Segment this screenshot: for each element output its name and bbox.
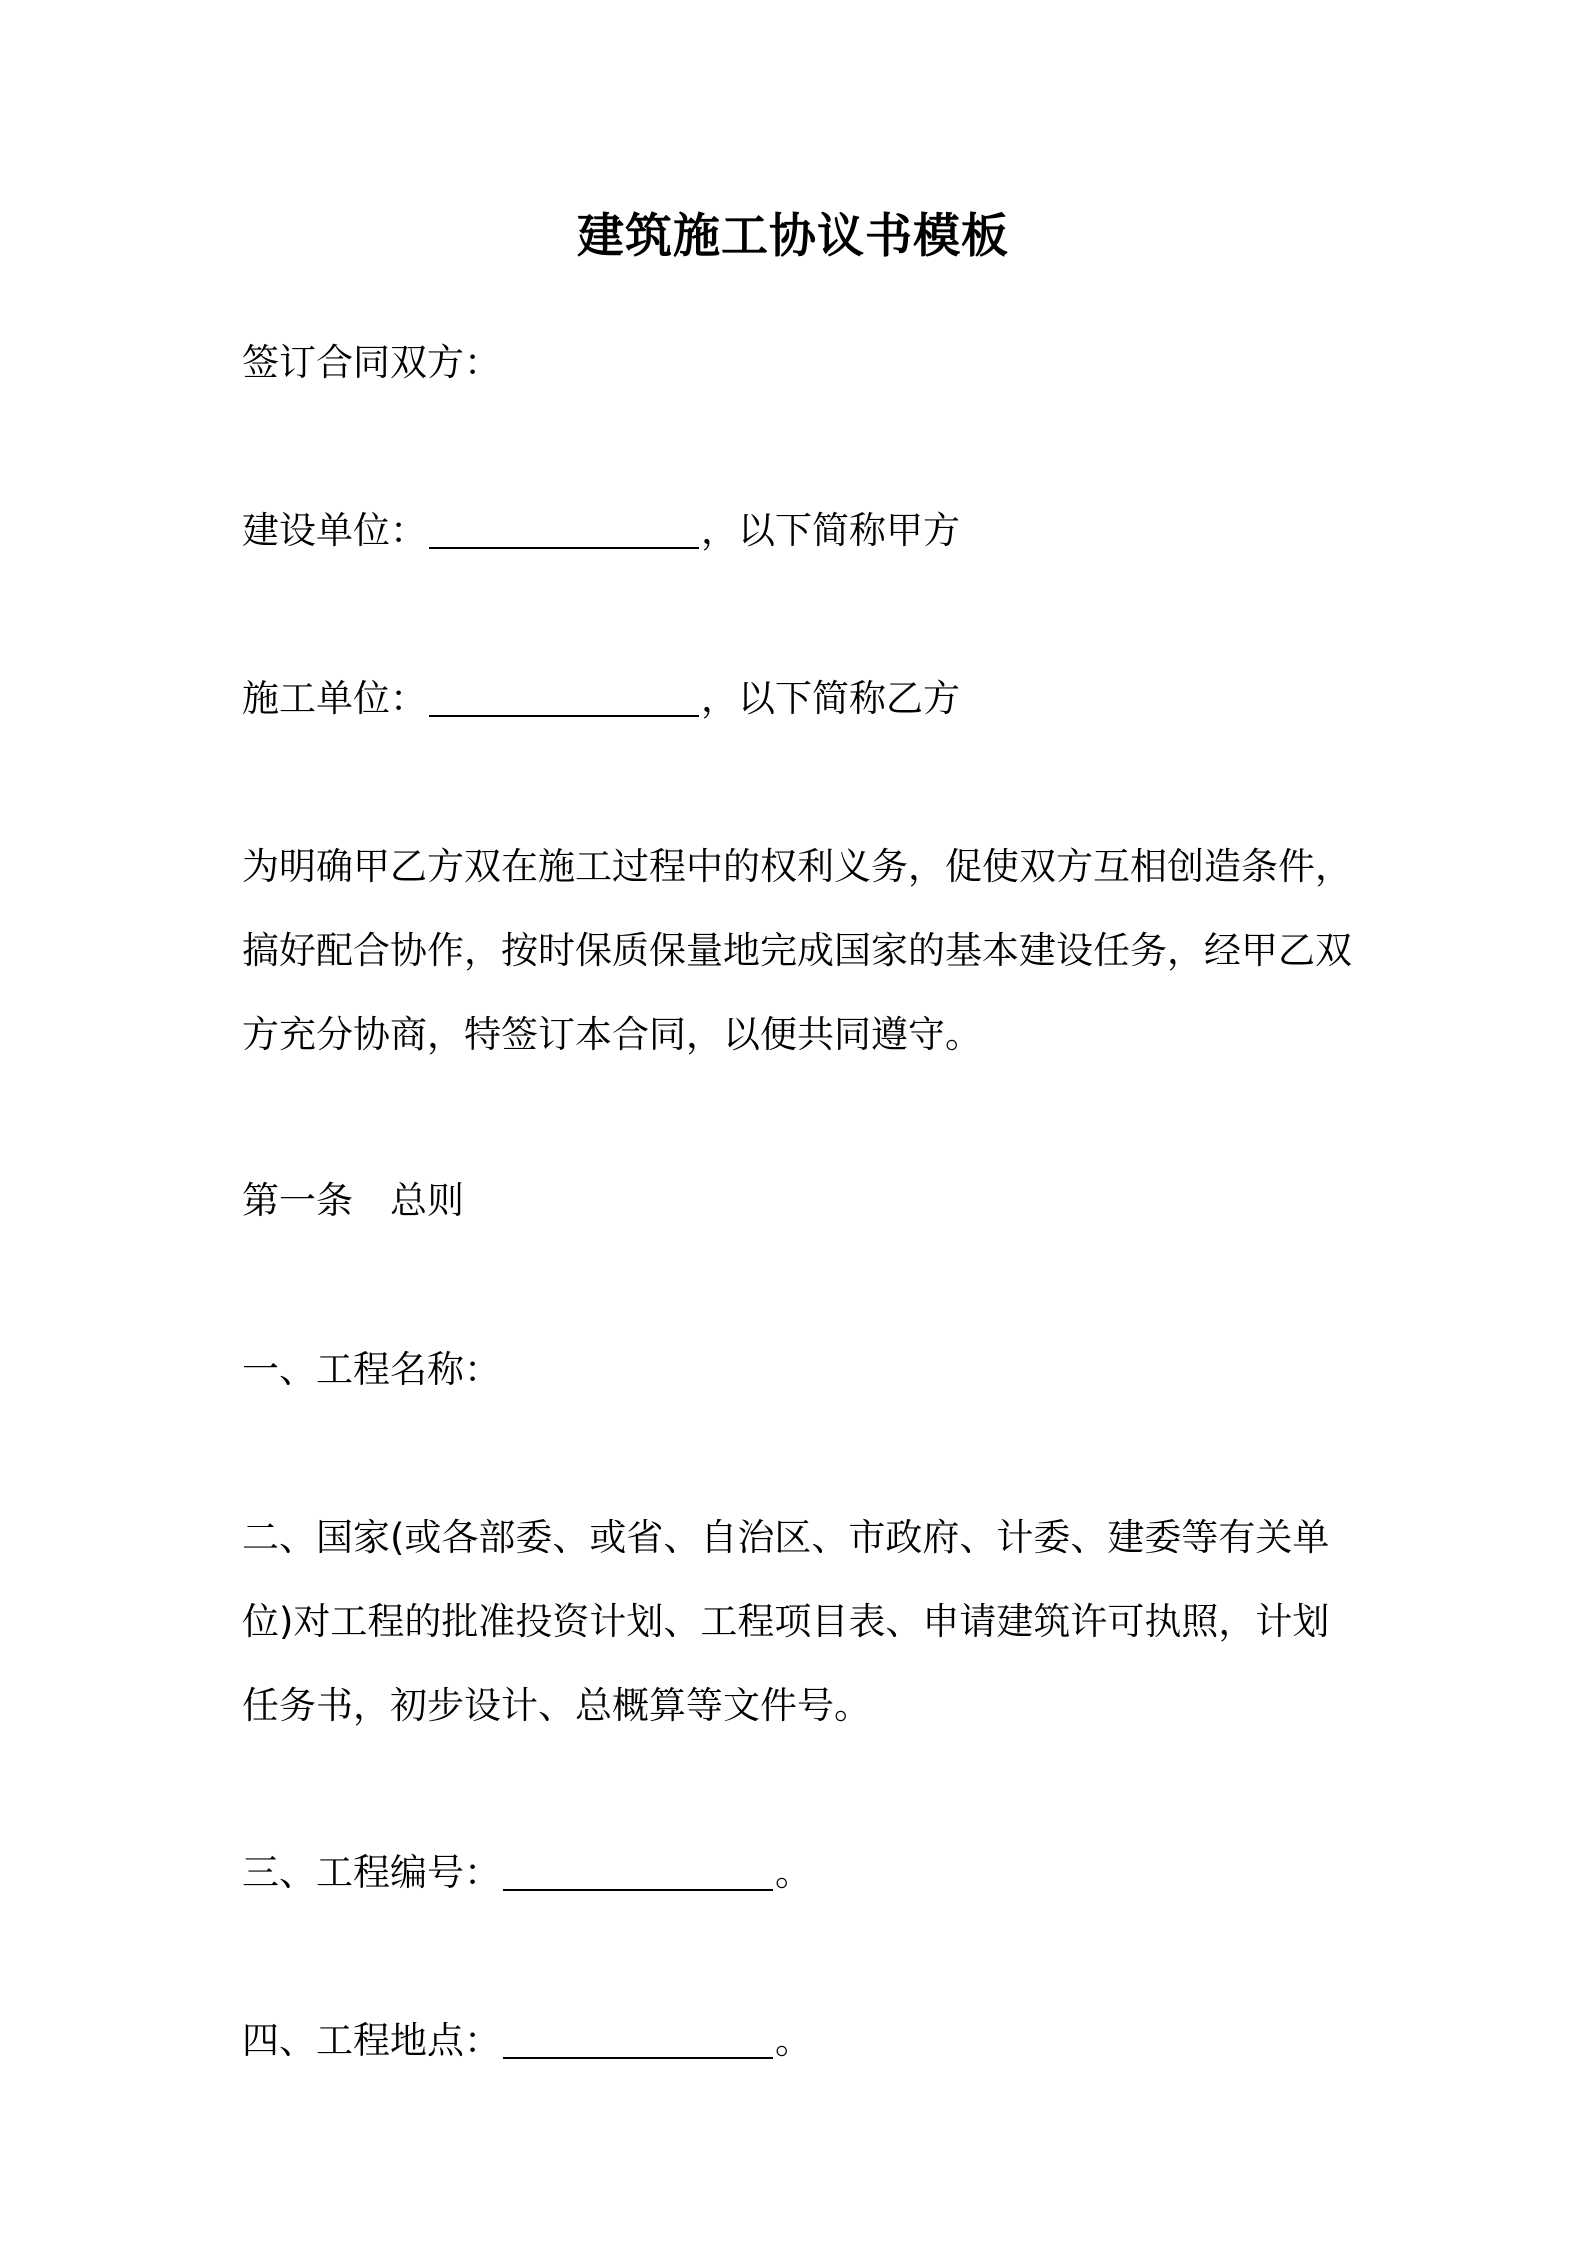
item-2-paragraph — [242, 1496, 1362, 1748]
item-4-line — [242, 2016, 1362, 2066]
party-a-suffix: ，以下简称甲方 — [701, 509, 960, 552]
item-2-line: 位)对工程的批准投资计划、工程项目表、申请建筑许可执照，计划 — [242, 1600, 1330, 1643]
party-a-blank — [429, 507, 699, 549]
item-3-suffix: 。 — [775, 1851, 812, 1894]
item-2-line: 二、国家(或各部委、或省、自治区、市政府、计委、建委等有关单 — [242, 1516, 1330, 1559]
item-3-line — [242, 1848, 1362, 1898]
party-b-label: 施工单位： — [242, 677, 427, 720]
party-a-label: 建设单位： — [242, 509, 427, 552]
party-b-blank — [429, 675, 699, 717]
document-title: 建筑施工协议书模板 — [577, 209, 1009, 264]
parties-heading: 签订合同双方： — [242, 341, 501, 384]
party-b-suffix: ，以下简称乙方 — [701, 677, 960, 720]
item-3-label: 三、工程编号： — [242, 1851, 501, 1894]
item-2-line: 任务书，初步设计、总概算等文件号。 — [242, 1684, 871, 1727]
item-4-label: 四、工程地点： — [242, 2019, 501, 2062]
intro-line: 为明确甲乙方双在施工过程中的权利义务，促使双方互相创造条件， — [242, 845, 1352, 888]
party-a-line — [242, 506, 1362, 556]
party-b-line — [242, 674, 1362, 724]
item-4-suffix: 。 — [775, 2019, 812, 2062]
item-3-blank — [503, 1849, 773, 1891]
item-4-blank — [503, 2017, 773, 2059]
item-1-project-name: 一、工程名称： — [242, 1348, 501, 1391]
intro-line: 方充分协商，特签订本合同，以便共同遵守。 — [242, 1013, 982, 1056]
intro-line: 搞好配合协作，按时保质保量地完成国家的基本建设任务，经甲乙双 — [242, 929, 1352, 972]
article-1-heading: 第一条 总则 — [242, 1179, 464, 1222]
intro-paragraph — [242, 825, 1362, 1077]
